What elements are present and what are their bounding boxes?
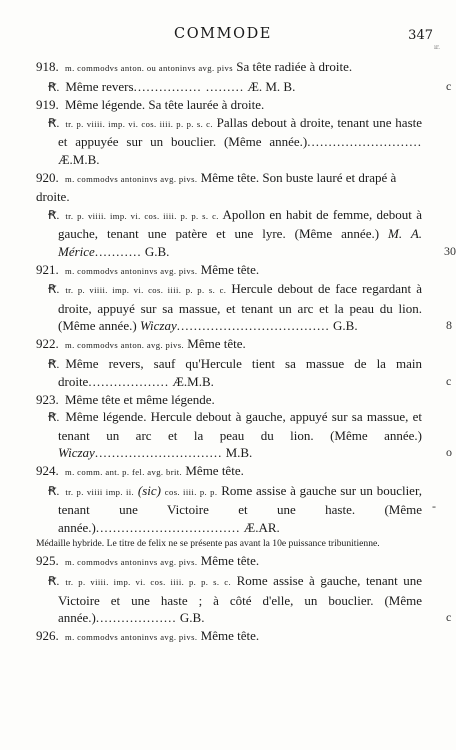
- obverse-description: Même tête.: [185, 463, 244, 479]
- coin-entry-921: [36, 261, 452, 335]
- reverse-description: Rome assise à gauche sur un bouclier, tenant une Victoire et une haste. (Même année.): [58, 482, 423, 535]
- obverse-description: Même tête et même légende.: [65, 391, 215, 407]
- reverse-mark: Ꞧ.: [48, 410, 60, 425]
- obverse-line: [36, 552, 422, 572]
- metal-module: M.B.: [225, 445, 253, 461]
- metal-module: Æ. M. B.: [247, 78, 296, 94]
- reverse-line: Ꞧ. tr. p. viiii. imp. vi. cos. iiii. p. p. s. c. Rome assise à gauche, tenant une Victoire et une haste ; à côté d'elle, un bouclier. (Même année.)................... G.B. c: [48, 573, 452, 626]
- obverse-description: Même tête.: [200, 627, 260, 643]
- reverse-mark: Ꞧ.: [48, 207, 60, 222]
- hybrid-note: Médaille hybride. Le titre de felix ne se présente pas avant la 10e puissance tribunitienne.: [36, 538, 380, 550]
- reverse-mark: Ꞧ.: [48, 356, 60, 371]
- coin-entry-924: [36, 462, 436, 550]
- obverse-line: [36, 169, 422, 206]
- reverse-legend: tr. p. viiii. imp. vi. cos. iiii. p. p. s. c.: [65, 118, 213, 129]
- reverse-legend: tr. p. viiii. imp. vi. cos. iiii. p. p. s. c.: [65, 285, 227, 296]
- reverse-mark: Ꞧ.: [48, 574, 60, 589]
- page-number: 347: [408, 28, 433, 43]
- obverse-legend: m. commodvs antoninvs avg. pivs.: [65, 265, 198, 276]
- coin-entry-925: [36, 552, 452, 626]
- obverse-line: [36, 627, 422, 647]
- reverse-line: [36, 114, 422, 169]
- metal-module: Æ.M.B.: [172, 374, 214, 390]
- reverse-line: Ꞧ. tr. p. viiii. imp. vi. cos. iiii. p. p. s. c. Hercule debout de face regardant à droite, appuyé sur sa massue, et tenant un arc et la peau du lion. (Même année.) Wiczay.................................... G.B. 8: [48, 281, 452, 334]
- obverse-description: Même tête. Son buste lauré et drapé à droite.: [36, 169, 397, 205]
- obverse-line: [36, 391, 422, 409]
- obverse-legend: m. commodvs antoninvs avg. pivs.: [65, 557, 198, 568]
- reverse-line: Ꞧ. Même légende. Hercule debout à gauche, appuyé sur sa massue, et tenant un arc et la peau du lion. (Même année.) Wiczay.............................. M.B. o: [48, 409, 452, 461]
- coin-entry-922: [36, 335, 452, 391]
- obverse-legend: m. commodvs antoninvs avg. pivs.: [65, 631, 198, 642]
- rarity-mark: 30: [444, 243, 456, 258]
- obverse-line: [36, 462, 422, 482]
- collection-name: Wiczay: [58, 445, 95, 461]
- reverse-description: Hercule debout de face regardant à droite, appuyé sur sa massue, et tenant un arc et la peau du lion. (Même année.): [58, 281, 423, 334]
- coin-entry-926: [36, 627, 422, 647]
- obverse-description: Même légende. Sa tête laurée à droite.: [65, 97, 265, 113]
- dot-leader: ..................................: [95, 519, 241, 535]
- entry-number: 925.: [36, 553, 59, 569]
- catalogue-body: [36, 58, 456, 646]
- metal-module: G.B.: [179, 610, 205, 626]
- obverse-legend: m. commodvs antoninvs avg. pivs.: [65, 173, 198, 184]
- reverse-description: Rome assise à gauche, tenant une Victoire et une haste ; à côté d'elle, un bouclier. (Même année.): [58, 573, 423, 626]
- reverse-line: [36, 206, 456, 261]
- reverse-description: Pallas debout à droite, tenant une haste et appuyée sur un bouclier. (Même année.): [58, 114, 423, 150]
- reverse-description: Même revers: [65, 78, 134, 94]
- page-mark: ır.: [433, 44, 440, 51]
- metal-module: Æ.M.B.: [58, 151, 100, 167]
- coin-entry-923: [36, 391, 452, 462]
- obverse-description: Sa tête radiée à droite.: [236, 59, 353, 74]
- entry-number: 920.: [36, 169, 59, 185]
- obverse-legend: m. comm. ant. p. fel. avg. brit.: [65, 467, 183, 478]
- reverse-line: Ꞧ. Même revers, sauf qu'Hercule tient sa massue de la main droite................... Æ.M.B. c: [48, 355, 452, 390]
- reverse-mark: Ꞧ.: [48, 282, 60, 297]
- reverse-mark: Ꞧ.: [48, 79, 60, 94]
- obverse-line: [36, 96, 422, 114]
- coin-entry-918: [36, 58, 452, 96]
- reverse-description: Même légende. Hercule debout à gauche, appuyé sur sa massue, et tenant un arc et la peau du lion. (Même année.): [58, 409, 422, 443]
- running-title: COMMODE: [174, 26, 272, 42]
- obverse-description: Même tête.: [200, 553, 260, 569]
- dot-leader: ...........: [94, 243, 142, 259]
- entry-number: 918.: [36, 59, 59, 74]
- reverse-mark: Ꞧ.: [48, 483, 60, 498]
- obverse-legend: m. commodvs anton. ou antoninvs avg. pivs: [65, 63, 233, 73]
- entry-number: 923.: [36, 391, 59, 407]
- sic-note: (sic): [137, 482, 161, 498]
- dot-leader: ...........................: [307, 134, 422, 150]
- reverse-line: Ꞧ. tr. p. viiii imp. ii. (sic) cos. iiii. p. p. Rome assise à gauche sur un bouclier, tenant une Victoire et une haste. (Même année.).................................. Æ.AR. -: [48, 482, 436, 535]
- entry-number: 921.: [36, 261, 59, 277]
- metal-module: G.B.: [144, 243, 170, 259]
- reverse-legend: tr. p. viiii. imp. vi. cos. iiii. p. p. s. c.: [65, 210, 219, 221]
- dot-leader: ....................................: [176, 318, 330, 334]
- entry-number: 924.: [36, 463, 59, 479]
- coin-entry-919: [36, 96, 422, 168]
- dot-leader: ..............................: [94, 445, 223, 461]
- metal-module: Æ.AR.: [243, 519, 280, 535]
- dot-leader: ...................: [88, 374, 170, 390]
- obverse-line: [36, 335, 422, 355]
- reverse-description: Apollon en habit de femme, debout à gauche, tenant une patère et une lyre. (Même année.): [58, 206, 423, 242]
- obverse-description: Même tête.: [200, 261, 260, 277]
- page-header: [0, 26, 446, 51]
- reverse-description: Même revers, sauf qu'Hercule tient sa massue de la main droite: [58, 355, 422, 390]
- coin-entry-920: [36, 169, 456, 261]
- reverse-mark: Ꞧ.: [48, 115, 60, 130]
- entry-number: 922.: [36, 335, 59, 351]
- obverse-description: Même tête.: [187, 335, 246, 351]
- obverse-line: [36, 261, 422, 281]
- reverse-line: Ꞧ. Même revers................ ......... Æ. M. B. c: [48, 78, 452, 94]
- dot-leader: ................ .........: [133, 78, 245, 94]
- dot-leader: ...................: [95, 610, 177, 626]
- entry-number: 919.: [36, 97, 59, 113]
- reverse-legend: tr. p. viiii. imp. vi. cos. iiii. p. p. s. c.: [65, 577, 232, 588]
- collection-name: Wiczay: [139, 318, 177, 334]
- obverse-legend: m. commodvs anton. avg. pivs.: [65, 339, 185, 350]
- obverse-line: [36, 58, 422, 78]
- reverse-legend: tr. p. viiii imp. ii.: [65, 486, 135, 497]
- reverse-legend-continued: cos. iiii. p. p.: [164, 486, 218, 497]
- metal-module: G.B.: [333, 318, 358, 334]
- entry-number: 926.: [36, 627, 59, 643]
- collection-name: M. A. Mérice: [58, 226, 423, 259]
